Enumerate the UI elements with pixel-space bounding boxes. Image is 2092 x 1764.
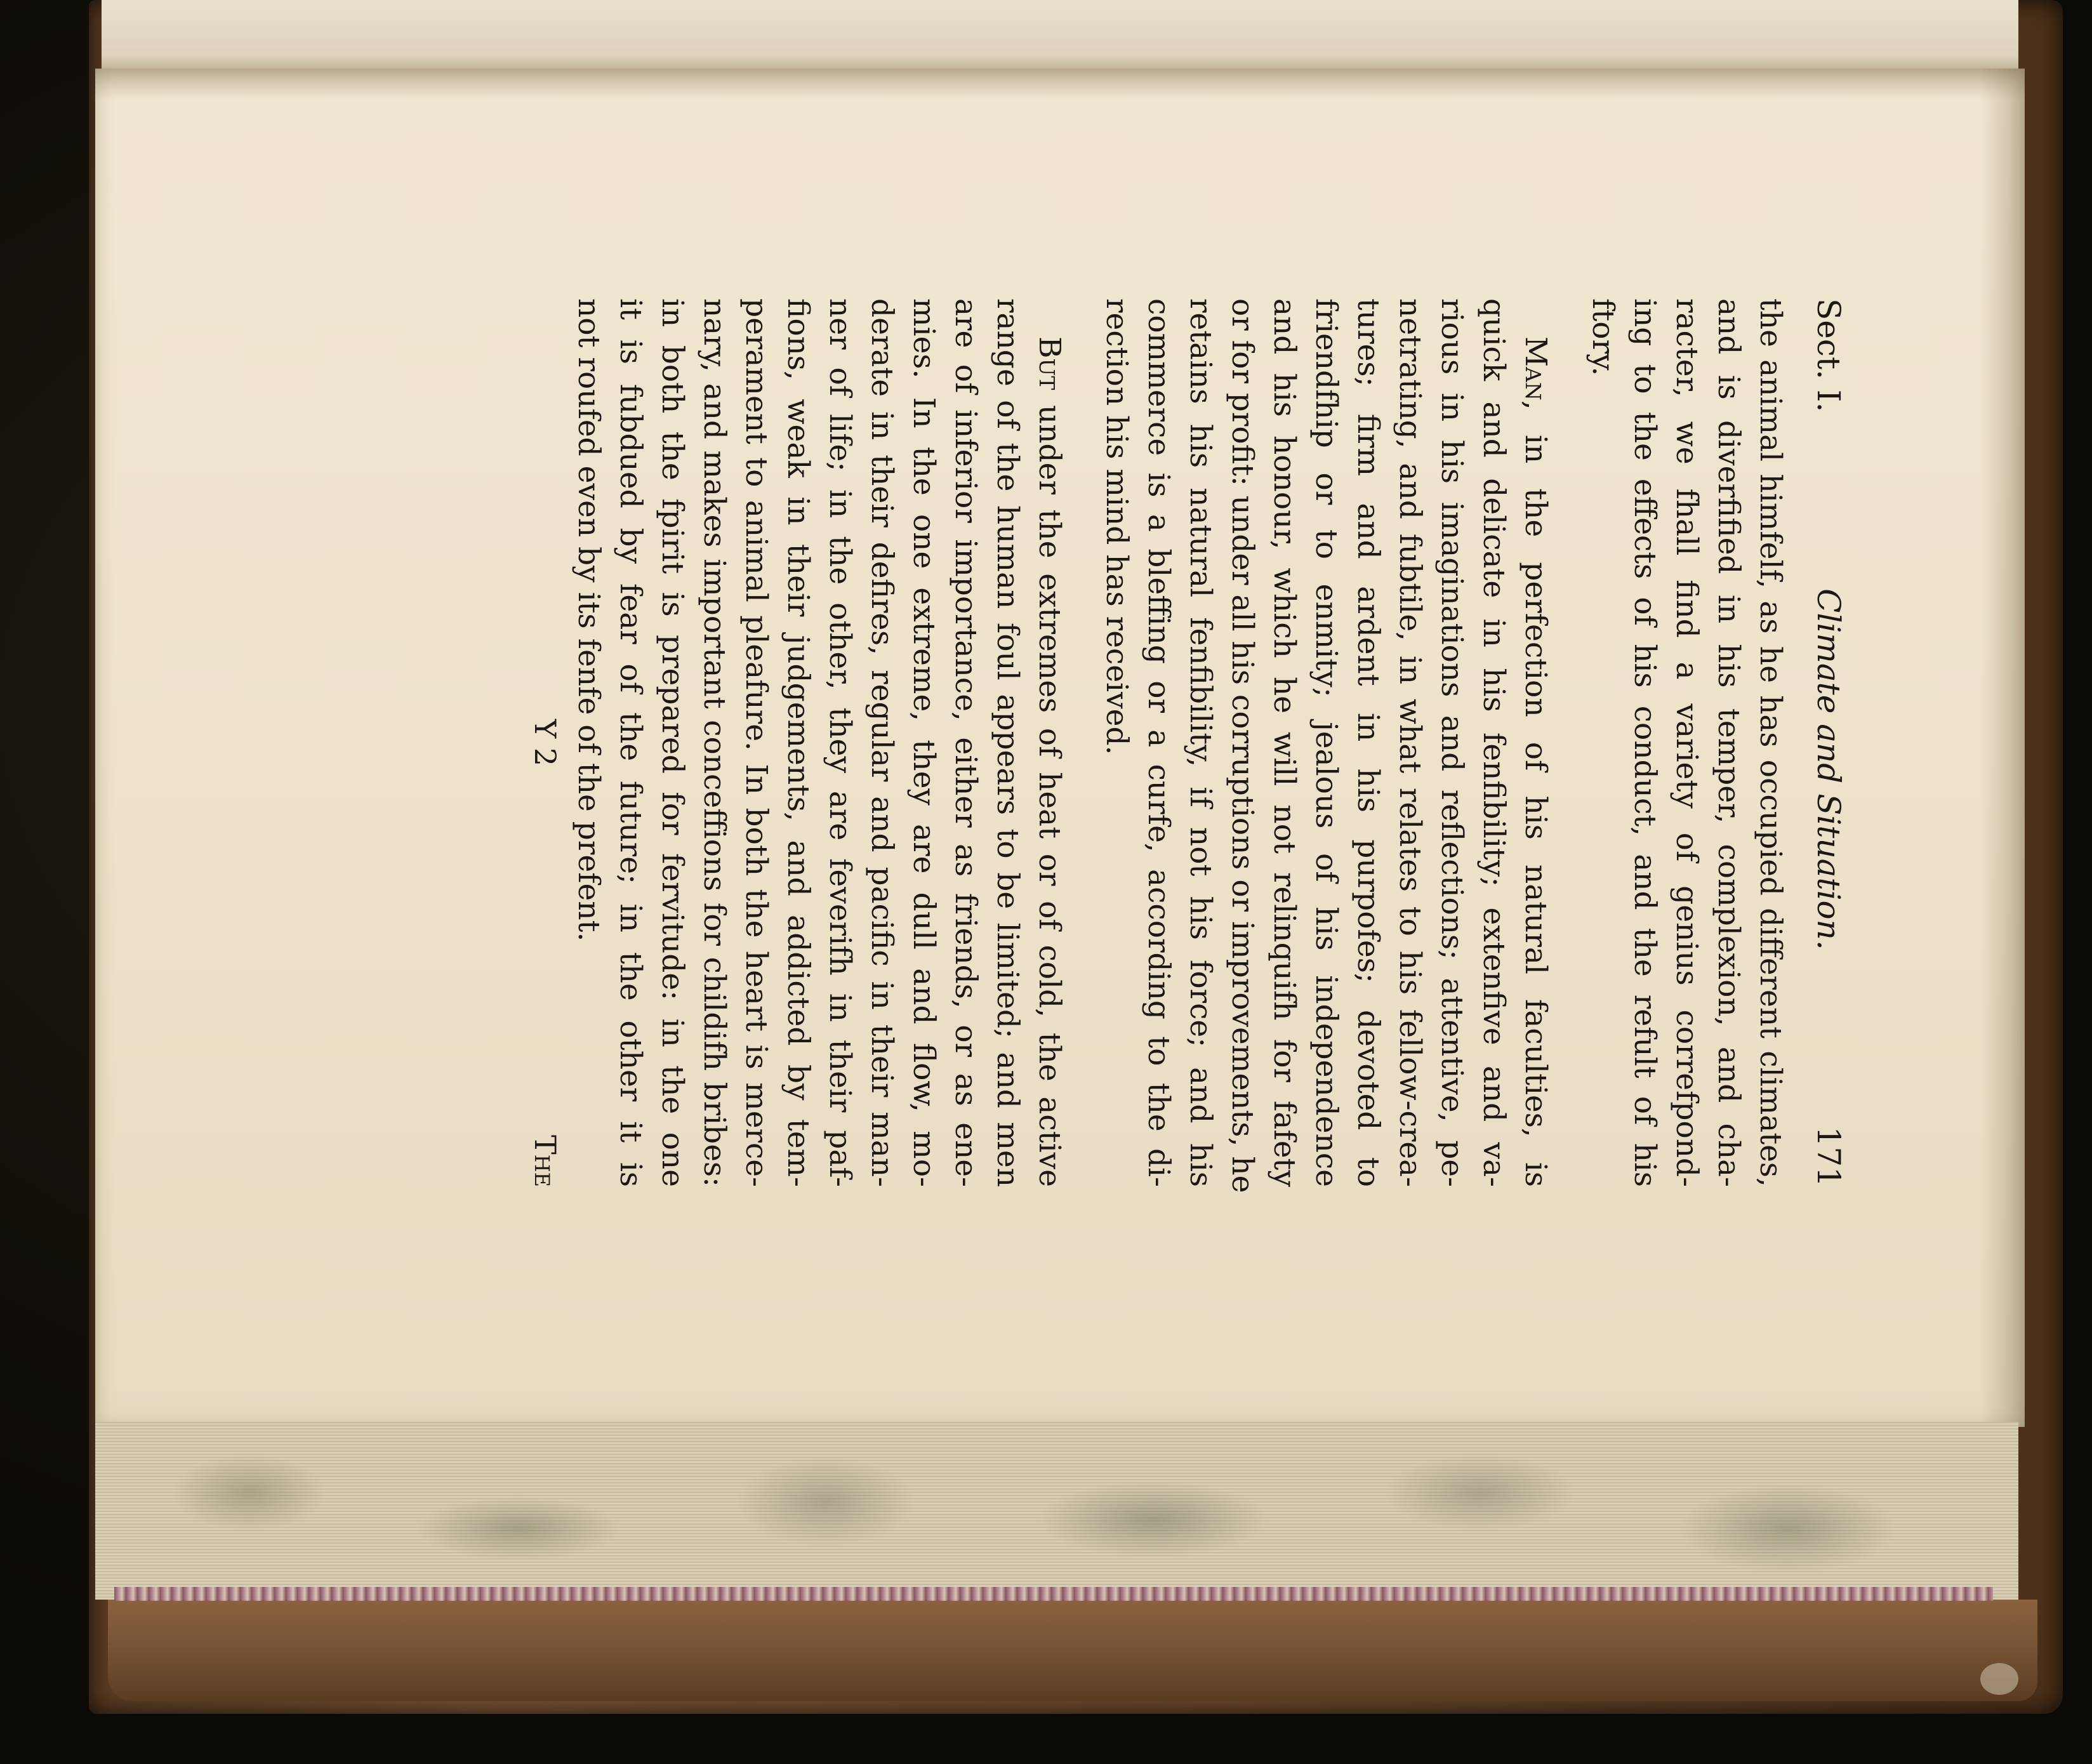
text-line: nary, and makes important conceffions for childifh bribes: — [697, 298, 732, 1187]
initial-word: Man — [1518, 336, 1553, 401]
text-line: mies. In the one extreme, they are dull and flow, mo- — [906, 298, 941, 1187]
text-line: or for profit: under all his corruptions or improvements, he — [1225, 298, 1260, 1193]
section-label: Sect. I. — [1810, 298, 1847, 413]
paragraph-2 — [1096, 298, 1556, 1193]
page-block-fore-edge — [95, 1422, 2018, 1600]
page-gutter-shadow — [95, 69, 2025, 100]
text-line: rious in his imaginations and reflections; attentive, pe- — [1434, 298, 1469, 1187]
previous-leaf — [102, 0, 2018, 71]
cover-board-edge — [108, 1600, 2037, 1701]
text-line — [1514, 298, 1556, 1187]
corner-wear — [1980, 1663, 2018, 1695]
page-header — [1803, 298, 1847, 1187]
signature-mark: Y 2 — [528, 719, 562, 767]
text-line: fions, weak in their judgements, and addicted by tem- — [781, 298, 816, 1187]
text-line: racter, we fhall find a variety of genius correfpond- — [1669, 298, 1704, 1187]
line-rest: under the extremes of heat or of cold, the active — [1032, 390, 1067, 1187]
text-line: perament to animal pleafure. In both the heart is merce- — [739, 298, 774, 1187]
page-edge-shadow — [1980, 69, 2025, 1427]
text-line — [1028, 298, 1070, 1187]
text-line: friendfhip or to enmity; jealous of his independence — [1309, 298, 1344, 1187]
text-line: commerce is a bleffing or a curfe, according to the di- — [1141, 298, 1176, 1187]
text-line: tures; firm and ardent in his purpofes; devoted to — [1351, 298, 1386, 1187]
catchword: The — [528, 1135, 562, 1187]
text-line: derate in their defires, regular and pacific in their man- — [864, 298, 899, 1187]
paragraph-3 — [567, 298, 1070, 1187]
paragraph-1 — [1582, 298, 1791, 1187]
text-line: are of inferior importance, either as friends, or as ene- — [948, 298, 983, 1187]
text-line: not roufed even by its fenfe of the prefent. — [571, 298, 606, 942]
page-footer — [518, 298, 562, 1187]
text-line: in both the fpirit is prepared for fervitude: in the one — [655, 298, 690, 1187]
text-line: it is fubdued by fear of the future; in the other it is — [613, 298, 648, 1187]
text-line: rection his mind has received. — [1099, 298, 1134, 755]
text-line: ftory. — [1586, 298, 1620, 376]
running-title: Climate and Situation. — [1810, 588, 1847, 950]
page-text-block — [374, 298, 1847, 1193]
marbled-edge — [114, 1587, 1993, 1601]
text-line: quick and delicate in his fenfibility; extenfive and va- — [1476, 298, 1511, 1187]
text-line: netrating, and fubtile, in what relates to his fellow-crea- — [1393, 298, 1427, 1187]
text-line: and his honour, which he will not relinquifh for fafety — [1267, 298, 1302, 1187]
initial-word: But — [1032, 336, 1067, 390]
text-line: the animal himfelf, as he has occupied different climates, — [1753, 298, 1788, 1187]
page-number: 171 — [1810, 1126, 1847, 1187]
text-line: range of the human foul appears to be limited; and men — [990, 298, 1025, 1187]
text-line: ner of life; in the other, they are feverifh in their paf- — [823, 298, 857, 1187]
text-line: retains his natural fenfibility, if not his force; and his — [1183, 298, 1218, 1187]
line-rest: , in the perfection of his natural faculties, is — [1518, 400, 1553, 1187]
text-line: ing to the effects of his conduct, and the refult of his — [1627, 298, 1662, 1187]
text-line: and is diverfified in his temper, complexion, and cha- — [1711, 298, 1746, 1187]
